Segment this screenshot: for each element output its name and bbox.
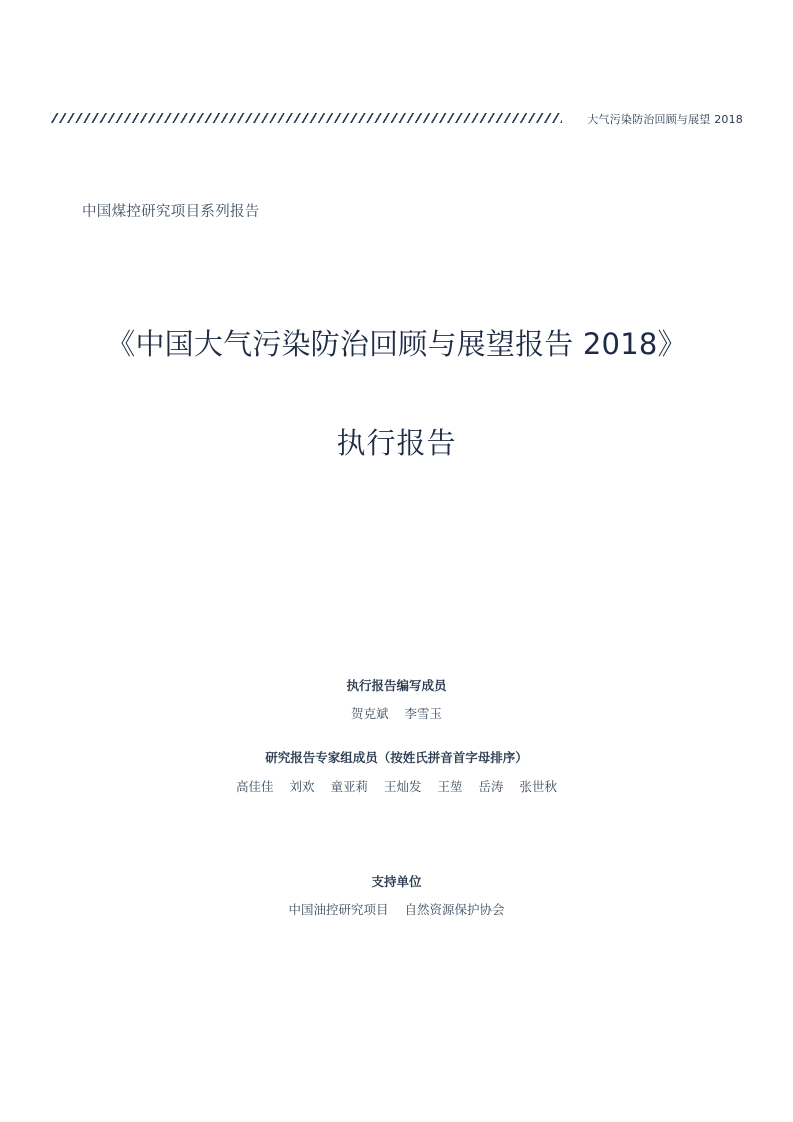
expert-name: 张世秋 xyxy=(519,779,557,794)
expert-group-heading: 研究报告专家组成员（按姓氏拼音首字母排序） xyxy=(265,750,528,765)
decorative-hatch-bar xyxy=(50,113,562,123)
author-name: 李雪玉 xyxy=(404,706,442,721)
expert-group-list xyxy=(0,777,793,795)
expert-name: 王灿发 xyxy=(383,779,422,794)
executive-authors-heading: 执行报告编写成员 xyxy=(346,678,447,693)
support-organizations xyxy=(0,900,793,918)
running-header-title: 大气污染防治回顾与展望 2018 xyxy=(587,113,743,126)
expert-name: 岳涛 xyxy=(478,779,504,794)
expert-name: 高佳佳 xyxy=(235,779,274,794)
support-heading: 支持单位 xyxy=(371,874,422,889)
report-subtitle: 执行报告 xyxy=(336,426,457,460)
expert-name: 童亚莉 xyxy=(330,779,368,794)
support-organization: 自然资源保护协会 xyxy=(404,902,505,917)
running-header xyxy=(50,112,743,126)
author-name: 贺克斌 xyxy=(350,706,389,721)
expert-name: 刘欢 xyxy=(289,779,315,794)
series-label: 中国煤控研究项目系列报告 xyxy=(82,204,260,220)
support-organization: 中国油控研究项目 xyxy=(288,902,389,917)
report-title: 《中国大气污染防治回顾与展望报告 2018》 xyxy=(106,327,687,361)
executive-authors-list xyxy=(0,704,793,722)
expert-name: 王堃 xyxy=(437,779,463,794)
